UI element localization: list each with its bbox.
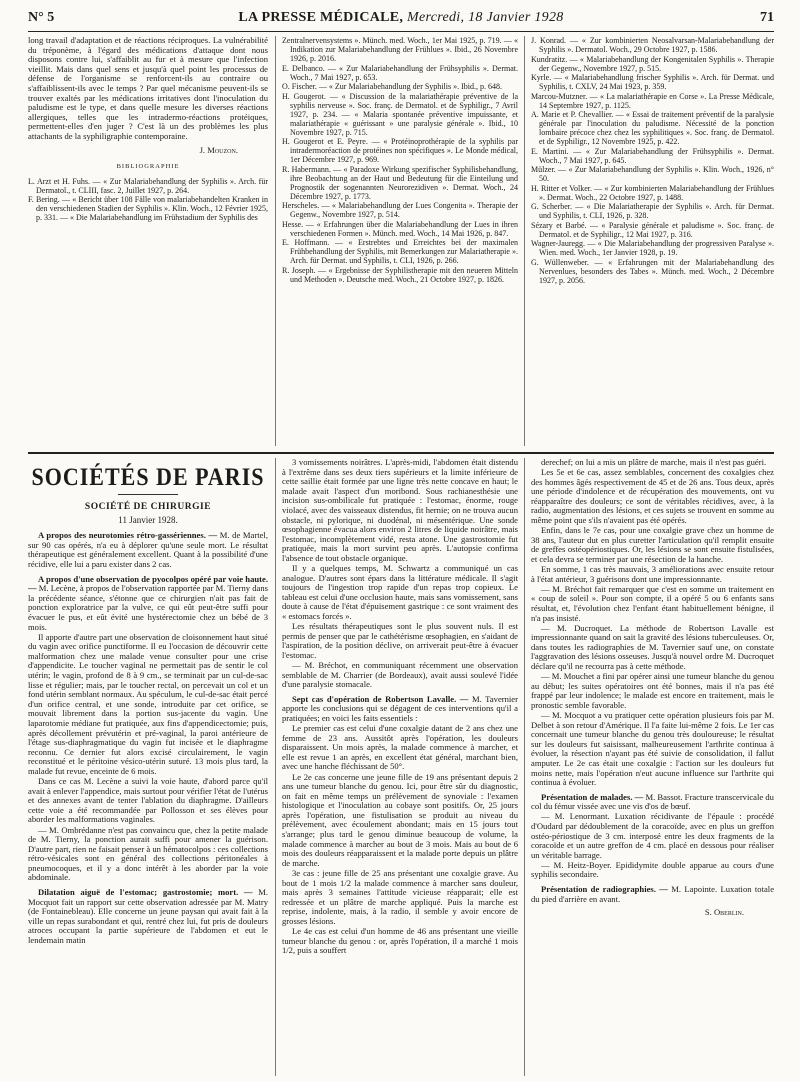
column-divider (275, 36, 276, 446)
article-text: Le premier cas est celui d'une coxalgie datant de 2 ans chez une femme de 23 ans. Aussitôt après l'opération, les douleurs disparaissent. Un mois après, la malade commence à marcher, et elle est revue 1 an après, en excellent état général, marchant bien, avec une hanche fléchissant de 50°. (282, 723, 518, 772)
column-divider (275, 458, 276, 1076)
bibliography-entry: Wagner-Jauregg. — « Die Malariabehandlung der progressiven Paralyse ». Wien. med. Woch., 1er Janvier 1928, p. 19. (531, 239, 774, 257)
bibliography-entry: Kundratitz. — « Malariabehandlung der Kongenitalen Syphilis ». Therapie der Gegenw., Novembre 1927, p. 515. (531, 54, 774, 73)
header-rule (28, 31, 774, 32)
bibliography-entry: Mülzer. — « Zur Malariabehandlung der Syphilis ». Klin. Woch., 1926, n° 50. (531, 165, 774, 183)
article-paragraph (531, 861, 774, 880)
session-date: 11 Janvier 1928. (118, 514, 178, 525)
article-text: — M. Bréchot fait remarquer que c'est en somme un traitement en « coup de soleil ». Pour son compte, il a opéré 5 ou 6 enfants sans résultat, et, l'évolution chez l'enfant étant habituellement bénigne, il n'a pas insisté. (531, 583, 774, 623)
article-paragraph (28, 777, 268, 825)
article-paragraph (531, 526, 774, 564)
bottom-column-1 (28, 458, 268, 1076)
article-text: — M. Mocquot a vu pratiquer cette opération plusieurs fois par M. Delbet à son retour d'Amérique. Il l'a faite lui-même 2 fois. Le 1er cas concernait une tumeur blanche du genou très douloureuse; le résultat sur les douleurs fut saisissant, malheureusement l'arthrite continua à évoluer, la résection n'ayant pas été suivie de consolidation, il fallut amputer. Le 2e cas était une coxalgie : l'action sur les douleurs fut moins nette, mais l'opération n'eut aucune influence sur l'arthrite qui continua à évoluer. (531, 709, 774, 788)
article-text: — M. Ombrédanne n'est pas convaincu que, chez la petite malade de M. Tierny, la ponction aurait suffi pour amener la guérison. D'autre part, rien ne faisait penser à un hématocolpos : ces collections rétro-vésicales sont en général des collections péritonéales à pneumocoques, et il y a donc intérêt à les aborder par la voie abdominale. (28, 824, 268, 883)
top-column-3 (531, 36, 774, 446)
bibliography-entry: E. Martini. — « Zur Malariabehandlung der Frühsyphilis ». Dermat. Woch., 7 Mai 1927, p. 645. (531, 146, 774, 165)
bibliography-entry: A. Marie et P. Chevallier. — « Essai de traitement préventif de la paralysie générale par l'inoculation du paludisme. Nécessité de la ponction lombaire précoce chez chez les syphilitiques ». Soc. franç. de Dermatol. et de Syphiligr., 12 Novembre 1925, p. 422. (531, 110, 774, 146)
signature-oberlin: S. Oberlin. (704, 907, 744, 918)
signature-mouzon: J. Mouzon. (199, 144, 238, 155)
article-paragraph (531, 793, 774, 812)
article-text: M. de Martel, sur 90 cas opérés, n'a eu à déplorer qu'une seule mort. Le résultat thérapeutique est généralement excellent. Quant à la possibilité d'une récidive, elle lui a paru exister dans 2 cas. (28, 530, 268, 569)
article-text: En somme, 1 cas très mauvais, 3 améliorations avec ensuite retour à l'état antérieur, 3 guérisons dont une impressionnante. (531, 564, 774, 584)
article-text: M. Tavernier apporte les conclusions qui se dégagent de ces interventions qu'il a pratiquées; en voici les faits essentiels : (282, 693, 518, 723)
bibliography-entry: Sézary et Barbé. — « Paralysie générale et paludisme ». Soc. franç. de Dermatol. et de Syphiligr., 12 Mai 1927, p. 316. (531, 220, 774, 239)
article-paragraph (282, 661, 518, 690)
bibliography-entry: H. Gougerot et E. Peyre. — « Protéinoprothérapie de la syphilis par intradermoréaction de protéines non spécifiques ». Le Monde médical, 1er Décembre 1927, p. 969. (282, 137, 518, 164)
article-heading: Dilatation aiguë de l'estomac; gastrostomie; mort. — (38, 887, 253, 898)
page-header (28, 10, 774, 28)
top-column-2 (282, 36, 518, 446)
bibliography-entry: Hesse. — « Erfahrungen über die Malariabehandlung der Lues in ihren verschiedenen Formen ». Münch. med. Woch., 14 Mai 1926, p. 847. (282, 219, 518, 238)
bibliography-entry: G. Wüllenweber. — « Erfahrungen mit der Malariabehandlung des Nervenlues, besonders des Tabes ». Münch. med. Woch., 2 Décembre 1927, p. 2056. (531, 257, 774, 285)
body-paragraph: long travail d'adaptation et de réactions réciproques. La vulnérabilité du tréponème, à l'égard des médications d'attaque dont nous disposons contre lui, s'affaiblit au fur et à mesure que l'infection vieillit. Mais dans quel sens et jusqu'à quel point les processus de défense de l'organisme se renforcent-ils au contraire ou s'affaiblissent-ils avec le temps ? Par quel mécanisme peuvent-ils se trouver exaltés par les médications irritatives dont l'inoculation du paludisme est le type, et dans quelle mesure les diverses réactions allergiques, telles que les intradermo-réactions protéiques, permettent-elles d'en juger ? C'est là un des problèmes les plus attachants de la syphiligraphie contemporaine. (28, 36, 268, 141)
bibliography-entry: R. Joseph. — « Ergebnisse der Syphilistherapie mit den neueren Mitteln und Methoden ». Deutsche med. Woch., 21 Octobre 1927, p. 1826. (282, 265, 518, 284)
article-paragraph (531, 585, 774, 623)
article-paragraph (282, 869, 518, 927)
article-paragraph (282, 724, 518, 772)
article-text: Les résultats thérapeutiques sont le plus souvent nuls. Il est permis de penser que par le cathétérisme œsophagien, en s'aidant de l'aspiration, de la position déclive, on arriverait peut-être à évacuer l'estomac. (282, 621, 518, 660)
article-text: Enfin, dans le 7e cas, pour une coxalgie grave chez un homme de 38 ans, l'auteur dut en plus curetter l'articulation qu'il remplit ensuite de greffes ostéopériostiques. Or, les lésions se sont ensuite fistulisées, et cela devra se terminer par une résection de la hanche. (531, 525, 774, 564)
article-text: 3e cas : jeune fille de 25 ans présentant une coxalgie grave. Au bout de 1 mois 1/2 la malade commence à marcher sans douleur, mais après 3 semaines l'attitude vicieuse réapparait; elle est redressée et un plâtre de marche appliqué. Puis la marche est reprise, indolente, mais, à la radio, il semble y avoir encore de grosses lésions. (282, 867, 518, 926)
article-text: Le 2e cas concerne une jeune fille de 19 ans présentant depuis 2 ans une tumeur blanche du genou. Ici, pour être sûr du diagnostic, on fait en même temps un prélèvement de synoviale : l'examen histologique et l'inoculation au cobaye sont positifs. Or, 25 jours après l'opération, une fistulisation se produit au niveau du prélèvement, avec écoulement abondant; mais en 15 jours tout s'arrange; plus tard le genou diminue beaucoup de volume, la malade commence à marcher au bout de 3 mois. Mais au bout de 6 mois des douleurs réapparaissent et la malade porte depuis un plâtre de marche. (282, 771, 518, 868)
article-text: — M. Ducroquet. La méthode de Robertson Lavalle est impressionnante quand on sait la gravité des lésions tuberculeuses. Or, dans toutes les radiographies de M. Tavernier sauf une, on constate l'aggravation des lésions osseuses. Jusqu'à nouvel ordre M. Ducroquet déclare qu'il ne recourra pas à cette méthode. (531, 622, 774, 671)
article-paragraph (28, 575, 268, 633)
bottom-column-3 (531, 458, 774, 1076)
column-divider (524, 36, 525, 446)
bibliography-heading: BIBLIOGRAPHIE (116, 163, 180, 171)
article-paragraph (28, 888, 268, 946)
article-text: — M. Bréchot, en communiquant récemment une observation semblable de M. Charrier (de Bordeaux), avait aussi soulevé l'idée d'une paralysie stomacale. (282, 659, 518, 690)
bibliography-entry: R. Habermann. — « Paradoxe Wirkung spezifischer Syphilisbehandlung, ihre Beobachtung an der Haut und Bedeutung für die Einteilung und Prognostik der sogenannten Neurorezidiven ». Dermat. Woch., 24 Décembre 1927, p. 1773. (282, 164, 518, 201)
section-rule (28, 452, 774, 454)
article-text: Dans ce cas M. Lecène a suivi la voie haute, d'abord parce qu'il avait à enlever l'appendice, mais surtout pour vérifier l'état de l'utérus et des annexes avant de tenter l'ablation du diaphragme. D'ailleurs cette voie a été recommandée par Pollosson et ses élèves pour aborder les malformations vaginales. (28, 776, 268, 825)
bibliography-entry: Marcou-Mutzner. — « La malariathérapie en Corse ». La Presse Médicale, 14 Septembre 1927, p. 1125. (531, 91, 774, 110)
article-heading: Présentation de radiographies. — (541, 884, 668, 895)
bibliography-entry: L. Arzt et H. Fuhs. — « Zur Malariabehandlung der Syphilis ». Arch. für Dermatol., t. CLIII, fasc. 2, Juillet 1927, p. 264. (28, 176, 268, 195)
article-paragraph (282, 458, 518, 564)
column-divider (524, 458, 525, 1076)
article-text: Il apporte d'autre part une observation de cloisonnement haut situé du vagin avec orifice punctiforme. Il eu l'occasion de découvrir cette malformation chez une malade venue consulter pour une crise d'appendicite. Le toucher vaginal ne permettait pas de sentir le col utérin; le vagin, profond de 8 à 9 cm., se terminait par un cul-de-sac lisse et régulier; mais, par le toucher rectal, on percevait un col et un fond utérin semblant normaux. Au spéculum, le cul-de-sac était percé d'un orifice central, et une sonde, introduite par cet orifice, se mouvait librement dans la portion sus-jacente du vagin. Une laparotomie médiane fut pratiquée, aux fins d'appendicectomie; puis, après décollement prévutérin et pré-vaginal, la paroi antérieure de l'étage sus-diaphragmatique du vagin fut incisée et le diaphragme reconnu. Ce dernier fut alors excisé circulairement, le vagin reconstitué et le péritoine vésico-utérin suturé. 13 mois plus tard, la malade fut revue, enceinte de 6 mois. (28, 631, 268, 776)
article-heading: A propos des neurotomies rétro-gassériennes. — (38, 530, 218, 541)
page-number-right: 71 (760, 10, 774, 25)
article-paragraph (282, 927, 518, 956)
article-paragraph (28, 826, 268, 884)
article-text: M. Lecène, à propos de l'observation rapportée par M. Tierny dans la précédente séance, s'étonne que ce chirurgien n'ait pas fait de ponction exploratrice par la vulve, ce qui eût peut-être suffi pour évacuer le pus, et eût évité une hystérectomie chez un bébé de 3 mois. (28, 583, 268, 632)
top-column-1 (28, 36, 268, 446)
article-paragraph (531, 885, 774, 904)
article-paragraph (28, 633, 268, 777)
bibliography-entry: Zentralnervensystems ». Münch. med. Woch., 1er Mai 1925, p. 719. — « Indikation zur Malariabehandlung der Frühlues ». Ibid., 26 Novembre 1926, p. 2016. (282, 36, 518, 63)
bibliography-entry: H. Ritter et Volker. — « Zur kombinierten Malariabehandlung der Frühlues ». Dermat. Woch., 22 Octobre 1927, p. 1488. (531, 183, 774, 202)
article-paragraph (531, 624, 774, 672)
article-text: — M. Lenormant. Luxation récidivante de l'épaule : procédé d'Oudard par dédoublement de la coracoïde, avec en plus un greffon ostéo-périostique de 3 cm. interposé entre les deux fragments de la coracoïde et un autre greffon de 4 cm. placé en dessous pour réaliser un véritable barrage. (531, 811, 774, 860)
article-text: 3 vomissements noirâtres. L'après-midi, l'abdomen était distendu à l'extrême dans ses deux tiers supérieurs et la limite inférieure de cette saillie était formée par une ligne très nette concave en haut; le malade avait l'aspect d'un moribond. Sous rachianesthésie une incision sus-ombilicale fut pratiquée : l'estomac, énorme, rouge violacé, avec des vaisseaux distendus, fit hernie; on ne trouva aucun obstacle, ni pylorique, ni duodénal, ni mésentérique. Une sonde œsophagienne évacua alors environ 2 litres de liquide noirâtre, mais l'estomac, incomplètement vidé, resta atone. Une gastrostomie fut pratiquée, mais la mort survint peu après. L'autopsie confirma l'absence de tout obstacle organique. (282, 458, 518, 563)
article-paragraph (531, 812, 774, 860)
title-rule (118, 494, 178, 495)
bibliography-entry: Kyrle. — « Malariabehandlung frischer Syphilis ». Arch. für Dermat. und Syphilis, t. CXLV, 24 Mai 1923, p. 359. (531, 73, 774, 91)
article-text: derechef; on lui a mis un plâtre de marche, mais il n'est pas guéri. (541, 458, 767, 467)
page-number-left: N° 5 (28, 10, 55, 25)
article-text: Les 5e et 6e cas, assez semblables, concernent des coxalgies chez des hommes âgés respectivement de 45 et de 26 ans. Tous deux, après une période d'indolence et de récupération des mouvements, ont vu réapparaître des douleurs; ce sont de véritables récidives, avec, à la radio, augmentation des lésions, et ces sujets se trouvent en somme au même point que s'ils n'avaient pas été opérés. (531, 467, 774, 526)
section-title: SOCIÉTÉS DE PARIS (31, 462, 265, 491)
bottom-column-2 (282, 458, 518, 1076)
article-text: Il y a quelques temps, M. Schwartz a communiqué un cas analogue. D'autres sont épars dans la littérature médicale. Il s'agit toujours de l'ingestion trop rapide d'un repas trop copieux. Le tableau est celui d'une occlusion haute, mais sans vomissement, sans doute à cause de l'état d'épuisement gastrique : ce sont vraiment des « estomacs forcés ». (282, 563, 518, 621)
journal-title-line (28, 10, 774, 26)
article-text: — M. Heitz-Boyer. Epididymite double apparue au cours d'une syphilis secondaire. (531, 859, 774, 880)
society-name: SOCIÉTÉ DE CHIRURGIE (84, 502, 212, 512)
article-paragraph (282, 622, 518, 660)
bibliography-entry: J. Konrad. — « Zur kombinierten Neosalvarsan-Malariabehandlung der Syphilis ». Dermatol. Woch., 29 Octobre 1927, p. 1586. (531, 36, 774, 54)
article-heading: A propos d'une observation de pyocolpos opéré par voie haute. — (28, 573, 268, 594)
bibliography-entry: G. Scherber. — « Die Malariatherapie der Syphilis ». Arch. für Dermat. und Syphilis, t. CLI, 1926, p. 328. (531, 202, 774, 220)
article-paragraph (531, 672, 774, 710)
article-paragraph (282, 773, 518, 869)
bibliography-entry: E. Delbanco. — « Zur Malariabehandlung der Frühsyphilis ». Dermat. Woch., 7 Mai 1927, p. 653. (282, 63, 518, 82)
article-paragraph (282, 564, 518, 622)
article-text: M. Mocquot fait un rapport sur cette observation adressée par M. Matry (de Fontainebleau). Elle concerne un jeune paysan qui avait fait à la ville un repas surabondant et qui, rentré chez lui, fut pris de douleurs atroces occupant la partie supérieure de l'abdomen et eut le lendemain matin (28, 887, 268, 946)
bibliography-entry: F. Bering. — « Bericht über 108 Fälle von malariabehandelten Kranken in den verschiedenen Stadien der Syphilis ». Klin. Woch., 12 Février 1925, p. 331. — « Die Malariabehandlung im Frühstadium der Syphilis des (28, 195, 268, 223)
article-paragraph (531, 565, 774, 584)
article-text: M. Bassot. Fracture transcervicale du col du fémur vissée avec une vis d'os de bœuf. (531, 791, 774, 812)
article-paragraph (28, 531, 268, 569)
article-paragraph (531, 468, 774, 526)
bibliography-entry: H. Gougerot. — « Discussion de la malariathérapie préventive de la syphilis nerveuse ». Soc. franç. de Dermatol. et de Syphiligr., 7 Avril 1927, p. 234. — « Malaria spontanée préventive impuissante, et malariathérapie « guérissant » une paralysie générale ». Ibid., 10 Novembre 1927, p. 715. (282, 91, 518, 137)
bibliography-entry: Herscheles. — « Malariabehandlung der Lues Congenita ». Therapie der Gegenw., Novembre 1927, p. 514. (282, 201, 518, 219)
article-heading: Présentation de malades. — (541, 791, 644, 802)
bibliography-entry: O. Fischer. — « Zur Malariabehandlung der Syphilis ». Ibid., p. 648. (282, 82, 502, 91)
issue-date: Mercredi, 18 Janvier 1928 (407, 10, 564, 25)
article-text: Le 4e cas est celui d'un homme de 46 ans présentant une vieille tumeur blanche du genou : or, après l'opération, il a marché 1 mois 1/2, puis a souffert (282, 926, 518, 956)
article-paragraph (282, 695, 518, 724)
journal-name: LA PRESSE MÉDICALE, (238, 10, 404, 25)
article-text: — M. Mouchet a fini par opérer ainsi une tumeur blanche du genou au début; les suites opératoires ont été bonnes, mais il n'a pas été frappé par leur indolence; le malade est encore en traitement, mais le pronostic semble favorable. (531, 671, 774, 710)
bibliography-entry: E. Hoffmann. — « Erstrebtes und Erreichtes bei der maximalen Frühbehandlung der Syphilis, mit Bemerkungen zur Malariatherapie ». Arch. für Dermat. und Syphilis, t. CLI, 1926, p. 266. (282, 238, 518, 265)
article-paragraph (531, 711, 774, 788)
article-text: M. Lapointe. Luxation totale du pied d'arrière en avant. (531, 884, 774, 904)
article-heading: Sept cas d'opération de Robertson Lavalle. — (292, 693, 469, 704)
